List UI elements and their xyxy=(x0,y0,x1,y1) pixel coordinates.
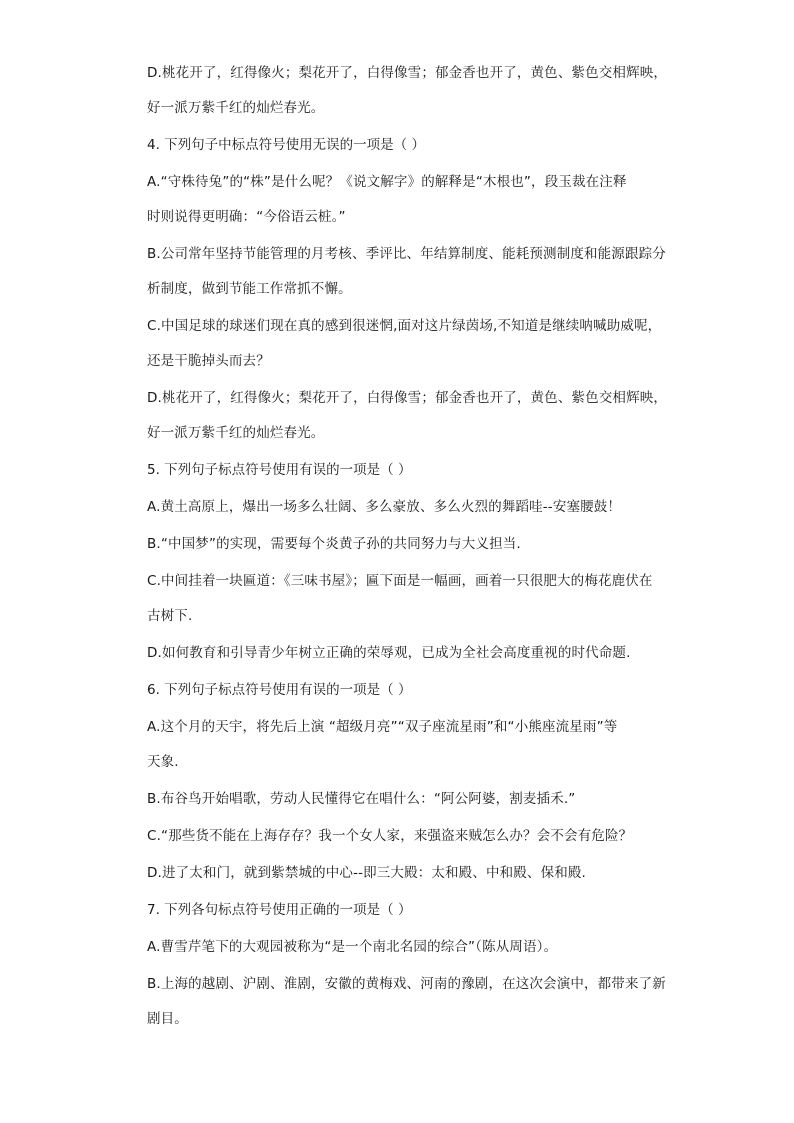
q5-option-b: B.“中国梦”的实现，需要每个炎黄子孙的共同努力与大义担当. xyxy=(147,536,521,552)
q4-option-a-line-2: 时则说得更明确：“今俗语云桩。” xyxy=(147,209,346,225)
q6-option-d: D.进了太和门，就到紫禁城的中心--即三大殿：太和殿、中和殿、保和殿. xyxy=(147,865,586,881)
q4-option-c-line-1: C.中国足球的球迷们现在真的感到很迷惘,面对这片绿茵场,不知道是继续呐喊助威呢， xyxy=(147,318,662,334)
question-5-stem: 5. 下列句子标点符号使用有误的一项是（ ） xyxy=(147,462,412,478)
q5-option-c-line-1: C.中间挂着一块匾道：《三味书屋》；匾下面是一幅画，画着一只很肥大的梅花鹿伏在 xyxy=(147,573,653,589)
q7-option-a: A.曹雪芹笔下的大观园被称为“是一个南北名园的综合”（陈从周语）。 xyxy=(147,939,558,955)
q4-option-d-line-2: 好一派万紫千红的灿烂春光。 xyxy=(147,425,325,441)
question-6-stem: 6. 下列句子标点符号使用有误的一项是（ ） xyxy=(147,682,412,698)
q6-option-b: B.布谷鸟开始唱歌，劳动人民懂得它在唱什么：“阿公阿婆，割麦插禾.” xyxy=(147,791,576,807)
q4-option-c-line-2: 还是干脆掉头而去？ xyxy=(147,353,270,369)
q6-option-a-line-1: A.这个月的天宇，将先后上演 “超级月亮”“双子座流星雨”和“小熊座流星雨”等 xyxy=(147,719,618,735)
q5-option-d: D.如何教育和引导青少年树立正确的荣辱观，已成为全社会高度重视的时代命题. xyxy=(147,645,631,661)
q7-option-b-line-1: B.上海的越剧、沪剧、淮剧，安徽的黄梅戏、河南的豫剧，在这次会演中，都带来了新 xyxy=(147,976,666,992)
q5-option-a: A.黄土高原上，爆出一场多么壮阔、多么豪放、多么火烈的舞蹈哇--安塞腰鼓！ xyxy=(147,499,622,515)
q4-option-b-line-1: B.公司常年坚持节能管理的月考核、季评比、年结算制度、能耗预测制度和能源跟踪分 xyxy=(147,246,666,262)
document-page xyxy=(147,60,687,1033)
option-d-line-2: 好一派万紫千红的灿烂春光。 xyxy=(147,100,325,116)
question-4-stem: 4. 下列句子中标点符号使用无误的一项是（ ） xyxy=(147,137,425,153)
q4-option-a-line-1: A.“守株待兔”的“株”是什么呢？《说文解字》的解释是“木根也”，段玉裁在注释 xyxy=(147,174,627,190)
question-7-stem: 7. 下列各句标点符号使用正确的一项是（ ） xyxy=(147,902,412,918)
option-d-line-1: D.桃花开了，红得像火；梨花开了，白得像雪；郁金香也开了，黄色、紫色交相辉映， xyxy=(147,65,668,81)
q6-option-a-line-2: 天象. xyxy=(147,754,179,770)
q7-option-b-line-2: 剧目。 xyxy=(147,1011,188,1027)
q4-option-d-line-1: D.桃花开了，红得像火；梨花开了，白得像雪；郁金香也开了，黄色、紫色交相辉映， xyxy=(147,390,668,406)
q4-option-b-line-2: 析制度，做到节能工作常抓不懈。 xyxy=(147,281,352,297)
q6-option-c: C.“那些货不能在上海存存？我一个女人家，来强盗来贼怎么办？会不会有危险？ xyxy=(147,828,633,844)
q5-option-c-line-2: 古树下. xyxy=(147,608,193,624)
